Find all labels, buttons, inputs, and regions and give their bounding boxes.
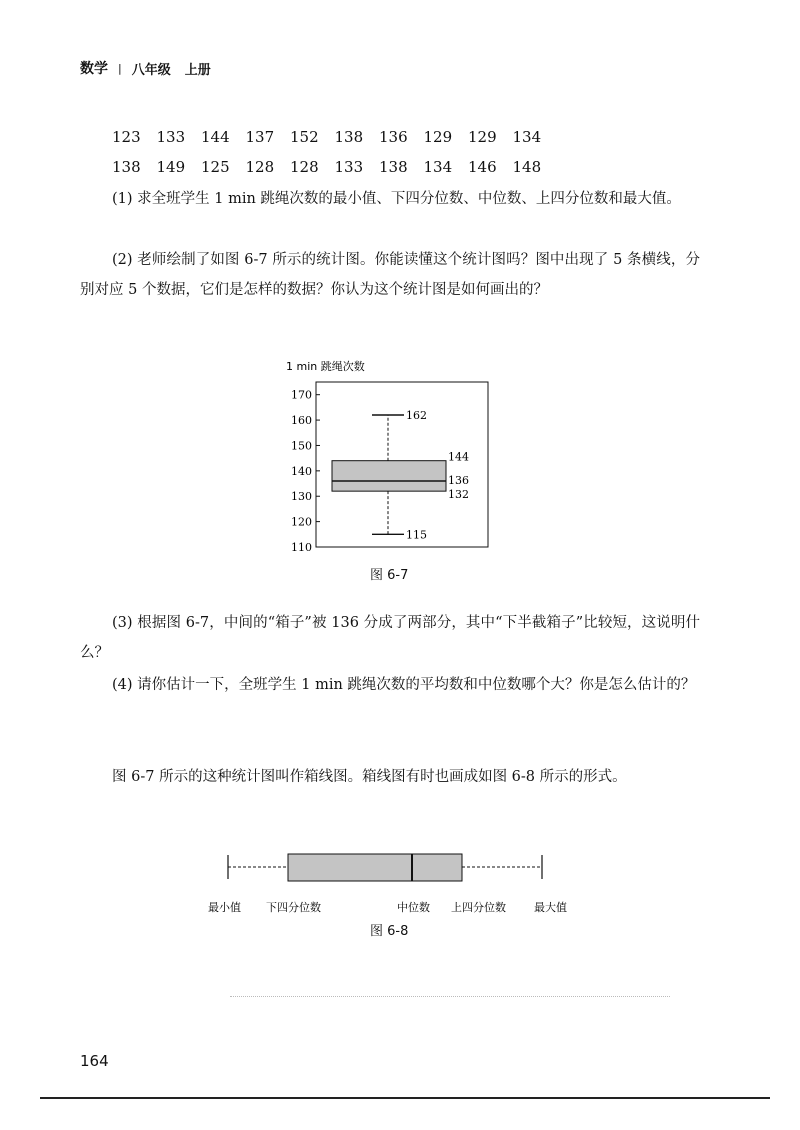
volume-label: 上册 — [184, 62, 211, 78]
question-2: (2) 老师绘制了如图 6-7 所示的统计图。你能读懂这个统计图吗？图中出现了 5 条横线，分别对应 5 个数据，它们是怎样的数据？你认为这个统计图是如何画出的？ — [80, 252, 700, 298]
y-tick-label: 110 — [291, 541, 312, 554]
boxplot-figure-6-7 — [280, 355, 500, 560]
label-max: 最大值 — [534, 901, 567, 914]
data-value: 138 — [334, 128, 364, 146]
data-value: 137 — [245, 128, 275, 146]
data-value: 148 — [512, 158, 542, 176]
box — [288, 854, 462, 881]
data-row-2 — [112, 158, 557, 176]
footer-rule — [40, 1097, 770, 1099]
data-value: 138 — [112, 158, 141, 176]
data-value: 128 — [290, 158, 319, 176]
label-q1: 下四分位数 — [266, 901, 321, 914]
data-value: 129 — [423, 128, 453, 146]
data-value: 125 — [201, 158, 230, 176]
label-median: 中位数 — [397, 901, 430, 914]
question-3: (3) 根据图 6-7，中间的“箱子”被 136 分成了两部分，其中“下半截箱子”比较短，这说明什么？ — [80, 615, 700, 661]
page-header — [80, 58, 211, 78]
figure-caption-6-8: 图 6-8 — [370, 924, 409, 939]
data-value: 152 — [290, 128, 319, 146]
value-label: 132 — [448, 488, 469, 502]
boxplot-intro-paragraph: 图 6-7 所示的这种统计图叫作箱线图。箱线图有时也画成如图 6-8 所示的形式。 — [112, 769, 627, 785]
box-plot — [332, 409, 469, 541]
data-value: 136 — [379, 128, 408, 146]
y-tick-label: 150 — [291, 439, 312, 453]
data-row-1 — [112, 128, 557, 146]
box — [332, 461, 446, 491]
data-value: 149 — [156, 158, 186, 176]
question-1: (1) 求全班学生 1 min 跳绳次数的最小值、下四分位数、中位数、上四分位数和最大值。 — [112, 191, 681, 207]
value-label: 136 — [448, 474, 469, 487]
data-value: 129 — [468, 128, 497, 146]
label-min: 最小值 — [208, 901, 241, 914]
question-4: (4) 请你估计一下，全班学生 1 min 跳绳次数的平均数和中位数哪个大？你是怎么估计的？ — [112, 677, 696, 693]
faint-divider — [230, 996, 670, 998]
data-value: 144 — [201, 128, 230, 146]
data-value: 134 — [423, 158, 453, 176]
data-value: 146 — [468, 158, 497, 176]
figure-caption-6-7: 图 6-7 — [370, 568, 409, 583]
y-tick-label: 160 — [291, 414, 312, 428]
value-label: 162 — [406, 409, 427, 422]
y-tick-label: 120 — [291, 515, 312, 529]
y-axis-label: 1 min 跳绳次数 — [286, 360, 365, 373]
value-label: 144 — [448, 450, 469, 464]
y-tick-label: 130 — [291, 490, 312, 504]
data-value: 138 — [379, 158, 408, 176]
page-number: 164 — [80, 1052, 109, 1070]
value-label: 115 — [406, 528, 427, 542]
data-value: 133 — [334, 158, 364, 176]
data-value: 128 — [245, 158, 275, 176]
header-separator: | — [118, 61, 122, 75]
data-value: 134 — [512, 128, 542, 146]
data-value: 123 — [112, 128, 141, 146]
label-q3: 上四分位数 — [451, 901, 506, 914]
data-value: 133 — [156, 128, 186, 146]
y-tick-label: 140 — [291, 464, 312, 478]
grade-label: 八年级 — [131, 62, 171, 78]
subject-label: 数学 — [80, 61, 108, 77]
boxplot-figure-6-8 — [200, 845, 600, 920]
y-tick-label: 170 — [291, 388, 312, 402]
